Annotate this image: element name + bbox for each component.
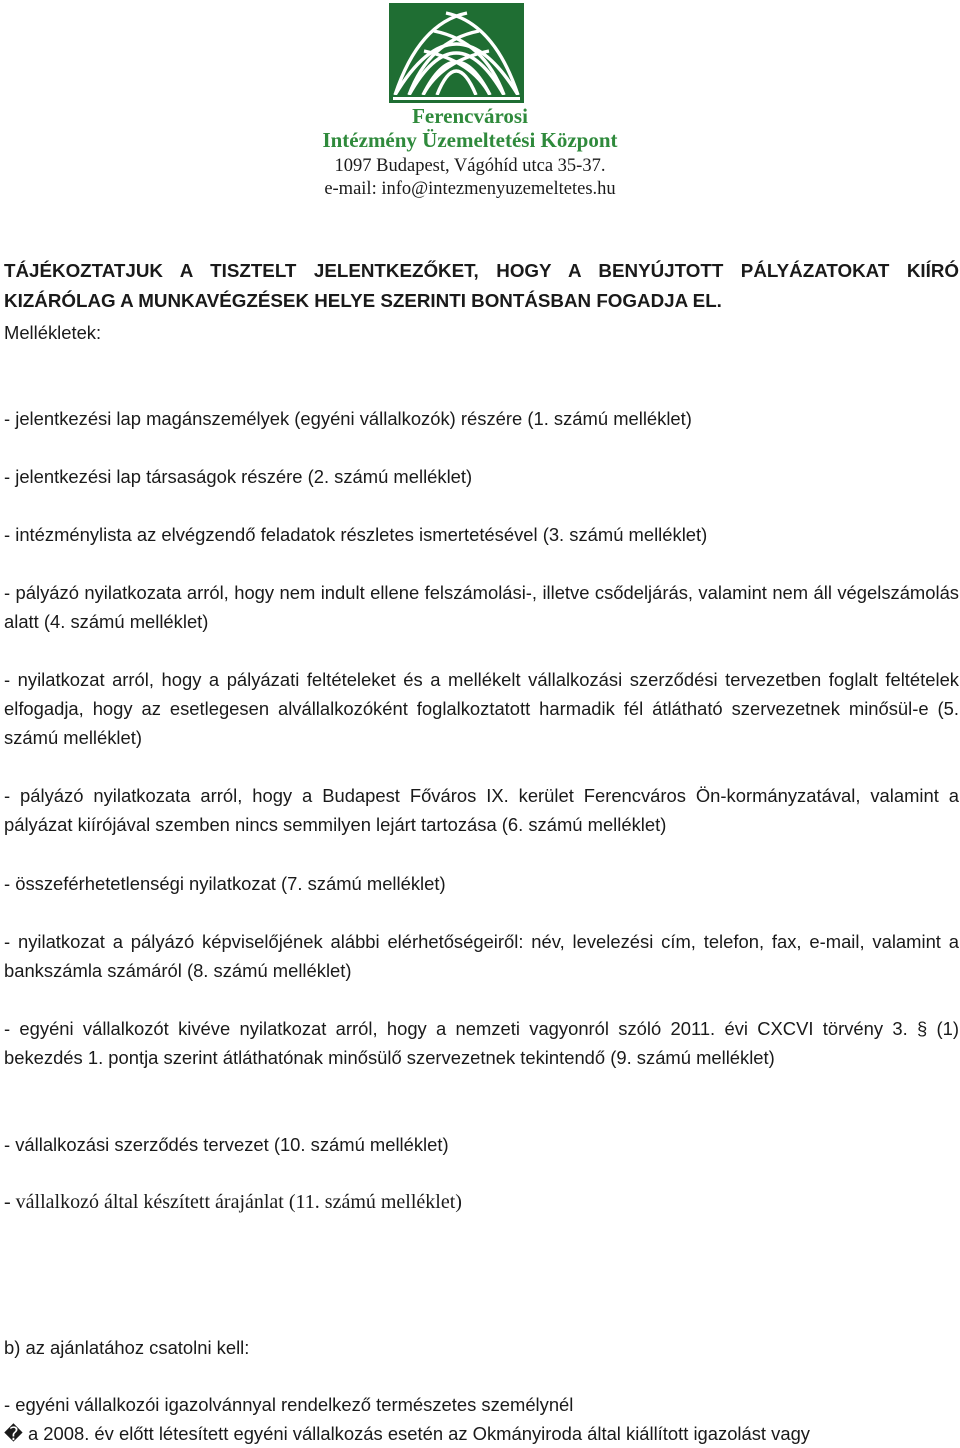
attachment-item: - nyilatkozat arról, hogy a pályázati feltételeket és a mellékelt vállalkozási szerződési tervezetben foglalt feltételek elfogadja, hogy az esetlegesen alvállalkozóként foglalkoztatott harmadik fél átlátható szervezetnek minősül-e (5. számú melléklet) [4, 669, 959, 748]
attachment-item: - pályázó nyilatkozata arról, hogy nem indult ellene felszámolási-, illetve csődeljárás, valamint nem áll végelszámolás alatt (4. számú melléklet) [4, 582, 959, 632]
attachment-item: - intézménylista az elvégzendő feladatok részletes ismertetésével (3. számú melléklet) [4, 524, 708, 545]
attachment-item: - pályázó nyilatkozata arról, hogy a Budapest Főváros IX. kerület Ferencváros Ön-kormányzatával, valamint a pályázat kiírójával szemben nincs semmilyen lejárt tartozása (6. számú melléklet) [4, 785, 959, 835]
attachment-item: - jelentkezési lap magánszemélyek (egyéni vállalkozók) részére (1. számú melléklet) [4, 408, 692, 429]
section-b-title: b) az ajánlatához csatolni kell: [4, 1337, 250, 1358]
attachment-item: - vállalkozási szerződés tervezet (10. számú melléklet) [4, 1134, 449, 1155]
organization-address: 1097 Budapest, Vágóhíd utca 35-37. [334, 156, 606, 176]
section-b-item: - egyéni vállalkozói igazolvánnyal rendelkező természetes személynél [4, 1394, 574, 1415]
notice-paragraph: TÁJÉKOZTATJUK A TISZTELT JELENTKEZŐKET, HOGY A BENYÚJTOTT PÁLYÁZATOKAT KIÍRÓ KIZÁRÓLAG A MUNKAVÉGZÉSEK HELYE SZERINTI BONTÁSBAN FOGADJA EL. [4, 260, 959, 311]
organization-email: e-mail: info@intezmenyuzemeltetes.hu [324, 179, 616, 199]
organization-name: Ferencvárosi [412, 104, 528, 128]
attachment-item: - összeférhetetlenségi nyilatkozat (7. számú melléklet) [4, 873, 446, 894]
attachment-item: - vállalkozó által készített árajánlat (11. számú melléklet) [4, 1191, 462, 1213]
organization-subtitle: Intézmény Üzemeltetési Központ [322, 128, 618, 152]
section-b-item: � a 2008. év előtt létesített egyéni vállalkozás esetén az Okmányiroda által kiállított igazolást vagy [4, 1423, 811, 1444]
attachments-title: Mellékletek: [4, 322, 102, 343]
attachment-item: - nyilatkozat a pályázó képviselőjének alábbi elérhetőségeiről: név, levelezési cím, telefon, fax, e-mail, valamint a bankszámla számáról (8. számú melléklet) [4, 931, 959, 981]
organization-logo-icon [389, 3, 524, 103]
attachment-item: - jelentkezési lap társaságok részére (2. számú melléklet) [4, 466, 473, 487]
letterhead [0, 0, 960, 215]
attachment-item: - egyéni vállalkozót kivéve nyilatkozat arról, hogy a nemzeti vagyonról szóló 2011. évi CXCVI törvény 3. § (1) bekezdés 1. pontja szerint átláthatónak minősülő szervezetnek tekintendő (9. számú melléklet) [4, 1018, 959, 1068]
